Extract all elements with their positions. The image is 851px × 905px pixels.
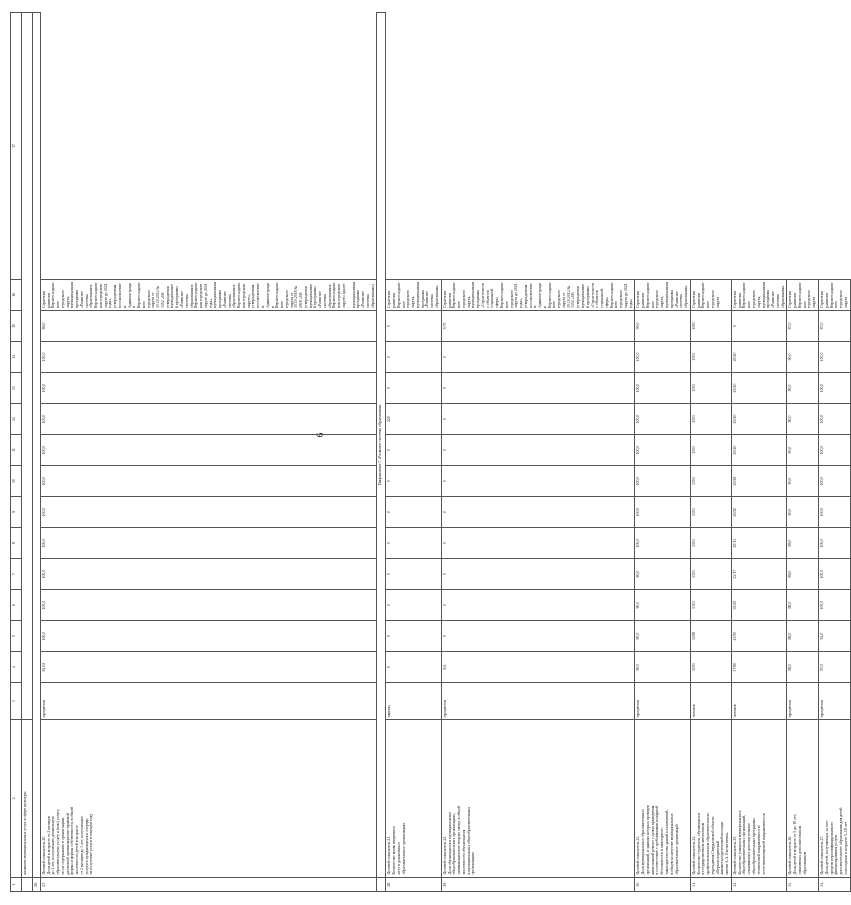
- row-number: 26.: [33, 877, 41, 891]
- source-document: Стратегия развития Верхнесалдинского городского округа, муниципальная программа «Развитие системы образования в Верхнесалдинском городском округе до 2021 года», утвержденная постановлением Администрации Верхнесалдинского городского округа от 15.10.2014 № 3152 «Об утверждении муниципальной программы «Развитие системы образования в Верхнесалдинском городском округе до 2021 года», муниципальная программа «Развитие системы образования в Верхнесалдинском городском округе», утвержденная постановлением Администрации Верхнесалдинского городского округа от 15.10.2018 № 2918 «Об утверждении муниципальной программы «Развитие системы образования в Верхнесалдинском городском округе» (далее - муниципальная программа «Развитие системы образования»): [40, 279, 377, 310]
- value-cell: 100,0: [40, 590, 377, 621]
- table-row-31: [690, 13, 731, 892]
- value-cell: 0: [386, 559, 441, 590]
- indicator-name: Целевой показатель 20. Доля детей в возрасте от 2 месяцев до 3 лет, получающих дошкольную образовательную услугу и (или) услугу по их содержанию в организациях различной организационно-правовой формы и формы собственности, в общей численности детей в возрасте от 2 месяцев до 3 лет, получающих услуги и нуждающихся в очереди на получение услуги в текущем году: [40, 720, 377, 877]
- value-cell: 90,0: [635, 590, 690, 621]
- value-cell: 1353: [690, 559, 731, 590]
- unit: процентов: [441, 683, 635, 720]
- section-title: Направление 7 «Развитие системы образования»: [377, 13, 386, 878]
- unit: процентов: [40, 683, 377, 720]
- value-cell: 37/80: [731, 652, 786, 683]
- unit: процентов: [787, 683, 819, 720]
- value-cell: 86,0: [40, 310, 377, 341]
- value-cell: 0: [441, 372, 635, 403]
- table-row-32: [731, 13, 786, 892]
- page-number: 6: [315, 432, 325, 438]
- value-cell: 0: [441, 435, 635, 466]
- header-cell: 12: [11, 404, 22, 435]
- table-row-34: [818, 13, 850, 892]
- value-cell: 25/20: [731, 404, 786, 435]
- value-cell: 94,02: [40, 652, 377, 683]
- source-document: Стратегия развития Верхнесалдинского городского округа, муниципальная программа «Строительство объектов социальной сферы Верхнесалдинского городского округа до 2021 года», утвержденная постановлением Администрации Верхнесалдинского городского округа от 15.10.2014 № 3152 «Об утверждении муниципальной программы «Строительство объектов социальной сферы Верхнесалдинского городского округа до 2021 года»: [441, 279, 635, 310]
- value-cell: 87,0: [787, 310, 819, 341]
- value-cell: 9,75: [441, 310, 635, 341]
- value-cell: 1353: [690, 590, 731, 621]
- value-cell: 100,0: [818, 528, 850, 559]
- value-cell: 9,6: [441, 652, 635, 683]
- value-cell: 90,0: [635, 559, 690, 590]
- value-cell: 94,0: [818, 621, 850, 652]
- indicators-table: [10, 12, 851, 892]
- value-cell: 1353: [690, 404, 731, 435]
- header-cell: 11: [11, 435, 22, 466]
- value-cell: 88,0: [787, 621, 819, 652]
- source-document: Стратегия развития Верхнесалдинского городского округа, муниципальная программа «Развитие системы образования»: [386, 279, 441, 310]
- source-document: Стратегия развития Верхнесалдинского городского округа, муниципальная программа «Развитие системы образования»: [635, 279, 690, 310]
- header-cell: 9: [11, 497, 22, 528]
- value-cell: 100,0: [818, 559, 850, 590]
- header-cell: 15: [11, 310, 22, 341]
- indicator-name: Целевой показатель 23. Доля муниципальных образовательных организаций, в зданиях которых проведен капитальный ремонт с целью приведения в соответствие с требованиями пожарной безопасности и санитарного законодательства зданий и помещений, в общем количестве муниципальных образовательных организаций: [635, 720, 690, 877]
- value-cell: 100,0: [818, 435, 850, 466]
- value-cell: 0: [441, 404, 635, 435]
- value-cell: 1353: [690, 466, 731, 497]
- value-cell: 1193: [690, 310, 731, 341]
- table-row-26: [33, 13, 41, 892]
- value-cell: 1353: [690, 497, 731, 528]
- table-row-33: [787, 13, 819, 892]
- header-cell: 8: [11, 528, 22, 559]
- value-cell: 0: [386, 528, 441, 559]
- value-cell: 35/25: [731, 590, 786, 621]
- value-cell: 90,0: [787, 435, 819, 466]
- row-number: 27.: [40, 877, 377, 891]
- section-row: [377, 13, 386, 892]
- indicator-name: Целевой показатель 21. Количество вновь введенных мест в дошкольных образовательных организациях: [386, 720, 441, 877]
- row-number: 30.: [635, 877, 690, 891]
- header-cell: 14: [11, 341, 22, 372]
- value-cell: 0: [386, 497, 441, 528]
- indicator-name: Целевой показатель 24. Количество студентов, обучающихся в государственном автономном профессиональном образовательного учреждения Свердловской области «Верхнесалдинский авиаметаллургический колледж имени А.А. Евстигнеева»: [690, 720, 731, 877]
- unit: процентов: [635, 683, 690, 720]
- value-cell: 100,0: [635, 372, 690, 403]
- indicator-name: Целевой показатель 22. Доля обучающихся в муниципальных общеобразовательных организациях, занимающихся во вторую смену, в общей численности обучающихся в муниципальных общеобразовательных организациях: [441, 720, 635, 877]
- value-cell: 0: [386, 590, 441, 621]
- value-cell: 0: [386, 341, 441, 372]
- value-cell: 100,0: [818, 497, 850, 528]
- value-cell: 1193: [690, 652, 731, 683]
- value-cell: 90,0: [635, 621, 690, 652]
- value-cell: 0: [386, 652, 441, 683]
- value-cell: 1353: [690, 372, 731, 403]
- value-cell: 100,0: [635, 404, 690, 435]
- source-document: Стратегия развития Верхнесалдинского городского округа: [818, 279, 850, 310]
- row-number: 34.: [818, 877, 850, 891]
- value-cell: 100,0: [818, 404, 850, 435]
- value-cell: 25/20: [731, 435, 786, 466]
- table-row-30: [635, 13, 690, 892]
- header-cell: 3: [11, 683, 22, 720]
- header-cell: 13: [11, 372, 22, 403]
- value-cell: 1298: [690, 621, 731, 652]
- indicator-name: Целевой показатель 26. Доля детей в возрасте от 5 до 18 лет, охваченных дополнительным образованием: [787, 720, 819, 877]
- value-cell: 100,0: [40, 528, 377, 559]
- unit: человек: [731, 683, 786, 720]
- header-cell: 16: [11, 279, 22, 310]
- value-cell: 88,0: [787, 652, 819, 683]
- value-cell: 0: [386, 435, 441, 466]
- value-cell: 23/17: [731, 559, 786, 590]
- header-cell: 2: [11, 720, 22, 877]
- value-cell: 100,0: [818, 466, 850, 497]
- header-cell: 5: [11, 621, 22, 652]
- value-cell: 0: [441, 341, 635, 372]
- value-cell: 100,0: [40, 466, 377, 497]
- value-cell: 100,0: [40, 559, 377, 590]
- value-cell: 100,0: [818, 590, 850, 621]
- value-cell: 0: [386, 310, 441, 341]
- value-cell: 100,0: [818, 341, 850, 372]
- value-cell: 43/50: [731, 621, 786, 652]
- value-cell: 0: [441, 559, 635, 590]
- table-row-29: [441, 13, 635, 892]
- header-cell: 1: [11, 877, 22, 891]
- unit: процентов: [818, 683, 850, 720]
- value-cell: 100,0: [635, 466, 690, 497]
- row-number: 32.: [731, 877, 786, 891]
- value-cell: 100,0: [818, 372, 850, 403]
- value-cell: 25/13: [731, 528, 786, 559]
- value-cell: 0: [441, 497, 635, 528]
- table-row-27: [40, 13, 377, 892]
- header-cell: 4: [11, 652, 22, 683]
- value-cell: 100,0: [40, 404, 377, 435]
- row-number: 29.: [441, 877, 635, 891]
- value-cell: 90,0: [787, 341, 819, 372]
- header-cell: 7: [11, 559, 22, 590]
- source-document: Стратегия развития Верхнесалдинского городского округа: [690, 279, 731, 310]
- value-cell: 90,0: [787, 497, 819, 528]
- header-row: [11, 13, 22, 892]
- prev-row-text: казанием муниципальных услуг в сфере культуры: [22, 720, 33, 877]
- header-cell: 6: [11, 590, 22, 621]
- value-cell: 25/29: [731, 466, 786, 497]
- row-number: 31.: [690, 877, 731, 891]
- value-cell: 0: [731, 310, 786, 341]
- value-cell: 89,0: [787, 528, 819, 559]
- value-cell: 100,0: [40, 372, 377, 403]
- value-cell: 25/20: [731, 497, 786, 528]
- value-cell: 90,0: [635, 652, 690, 683]
- source-document: Стратегия развития Верхнесалдинского городского округа: [787, 279, 819, 310]
- value-cell: 1353: [690, 341, 731, 372]
- value-cell: 90,0: [635, 310, 690, 341]
- value-cell: 90,0: [787, 466, 819, 497]
- unit: человек: [690, 683, 731, 720]
- value-cell: 220: [386, 404, 441, 435]
- header-cell: 17: [11, 13, 22, 280]
- value-cell: 0: [441, 528, 635, 559]
- row-number: 28.: [386, 877, 441, 891]
- table-row-prev: [22, 13, 33, 892]
- value-cell: 100,0: [40, 621, 377, 652]
- value-cell: 87,0: [818, 310, 850, 341]
- value-cell: 1353: [690, 528, 731, 559]
- indicator-name: Целевой показатель 25. Количество учащихся муниципальных общеобразовательных организаций, осваивающих дополнительные общеобразовательные программы технической направленности/ естественнонаучной направленности: [731, 720, 786, 877]
- value-cell: 100,0: [40, 497, 377, 528]
- value-cell: 100,0: [40, 435, 377, 466]
- value-cell: 90,0: [787, 404, 819, 435]
- row-number: 33.: [787, 877, 819, 891]
- value-cell: 89,0: [787, 559, 819, 590]
- source-document: Стратегия развития Верхнесалдинского городского округа, муниципальная программа «Развитие системы образования»: [731, 279, 786, 310]
- value-cell: 90,0: [787, 372, 819, 403]
- value-cell: 100,0: [635, 435, 690, 466]
- table-row-28: [386, 13, 441, 892]
- indicator-name: Целевой показатель 27. Доля детей, получающих за счет средств персонифицированного финансирования услуги дополнительного образования для детей и молодежи в возрасте 5–18 лет: [818, 720, 850, 877]
- value-cell: 1353: [690, 435, 731, 466]
- value-cell: 100,0: [635, 497, 690, 528]
- value-cell: 0: [386, 372, 441, 403]
- value-cell: 0: [441, 590, 635, 621]
- value-cell: 0: [441, 466, 635, 497]
- value-cell: 100,0: [40, 341, 377, 372]
- value-cell: 25/20: [731, 372, 786, 403]
- value-cell: 100,0: [635, 528, 690, 559]
- value-cell: 0: [386, 466, 441, 497]
- header-cell: 10: [11, 466, 22, 497]
- value-cell: 87,0: [818, 652, 850, 683]
- value-cell: 25/20: [731, 341, 786, 372]
- value-cell: 100,0: [635, 341, 690, 372]
- unit: единиц: [386, 683, 441, 720]
- value-cell: 0: [441, 621, 635, 652]
- value-cell: 88,0: [787, 590, 819, 621]
- value-cell: 0: [386, 621, 441, 652]
